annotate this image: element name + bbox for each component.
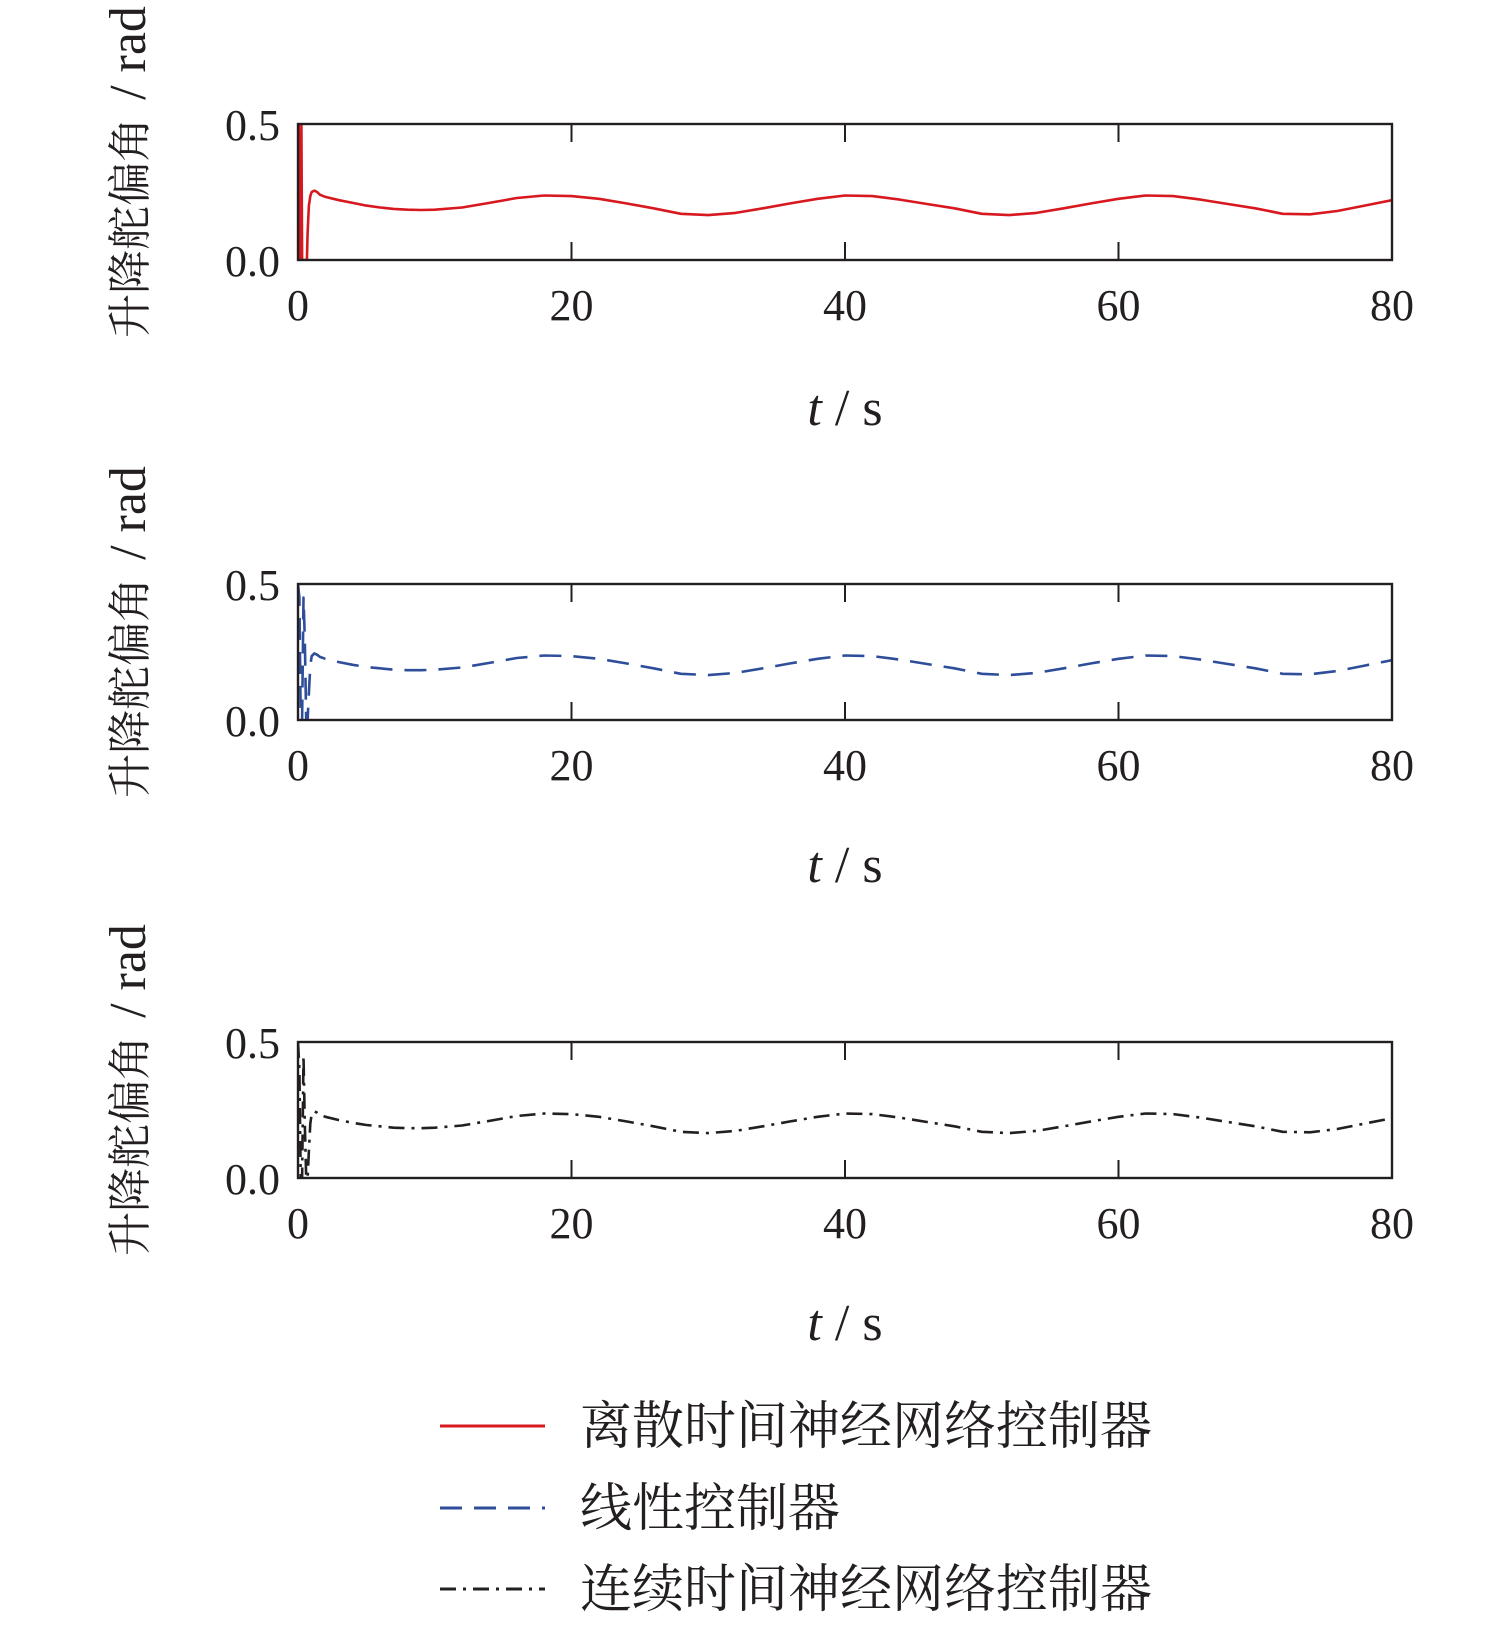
y-axis-unit: / rad	[100, 924, 157, 1018]
y-axis-label	[100, 466, 157, 798]
y-tick-label: 0.0	[225, 697, 280, 746]
plot-frame	[298, 584, 1392, 720]
x-axis-unit: / s	[821, 837, 883, 894]
panel-2	[100, 466, 1414, 894]
y-tick-label: 0.5	[225, 101, 280, 150]
x-tick-label: 40	[823, 741, 867, 790]
x-tick-label: 0	[287, 741, 309, 790]
y-axis-title: 升降舵偏角	[105, 117, 156, 338]
x-axis-label	[807, 380, 882, 437]
x-axis-unit: / s	[821, 380, 883, 437]
plot-frame	[298, 1042, 1392, 1178]
y-axis-title: 升降舵偏角	[105, 1035, 156, 1256]
y-tick-label: 0.5	[225, 1019, 280, 1068]
x-tick-label: 60	[1096, 741, 1141, 790]
x-axis-variable: t	[807, 1295, 822, 1352]
x-axis-unit: / s	[821, 1295, 883, 1352]
x-axis-label	[807, 837, 882, 894]
x-tick-label: 40	[823, 1199, 867, 1248]
y-tick-label: 0.5	[225, 561, 280, 610]
x-tick-label: 0	[287, 281, 309, 330]
x-axis-label	[807, 1295, 882, 1352]
panel-1	[100, 6, 1414, 437]
plot-frame	[298, 124, 1392, 260]
x-tick-label: 20	[549, 1199, 594, 1248]
y-axis-unit: / rad	[100, 466, 157, 560]
legend	[440, 1397, 1152, 1620]
y-axis-title: 升降舵偏角	[105, 577, 156, 798]
x-axis-variable: t	[807, 380, 822, 437]
x-tick-label: 0	[287, 1199, 309, 1248]
series-line-1-1	[298, 124, 1392, 260]
x-tick-label: 60	[1096, 1199, 1141, 1248]
legend-label-continuous: 连续时间神经网络控制器	[580, 1560, 1153, 1620]
series-line-2-1	[298, 584, 1392, 720]
x-tick-label: 80	[1370, 281, 1414, 330]
y-tick-label: 0.0	[225, 237, 280, 286]
y-tick-label: 0.0	[225, 1155, 280, 1204]
legend-label-linear: 线性控制器	[580, 1479, 841, 1539]
x-tick-label: 20	[549, 741, 594, 790]
x-tick-label: 80	[1370, 1199, 1414, 1248]
legend-item	[440, 1479, 840, 1539]
x-tick-label: 40	[823, 281, 867, 330]
x-tick-label: 60	[1096, 281, 1141, 330]
x-axis-variable: t	[807, 837, 822, 894]
x-tick-label: 80	[1370, 741, 1414, 790]
y-axis-label	[100, 6, 157, 338]
panel-3	[100, 924, 1414, 1352]
y-axis-unit: / rad	[100, 6, 157, 100]
legend-item	[440, 1397, 1152, 1457]
x-tick-label: 20	[549, 281, 594, 330]
y-axis-label	[100, 924, 157, 1256]
legend-label-discrete: 离散时间神经网络控制器	[580, 1397, 1153, 1457]
legend-item	[440, 1560, 1152, 1620]
series-line-3-1	[298, 1042, 1392, 1178]
